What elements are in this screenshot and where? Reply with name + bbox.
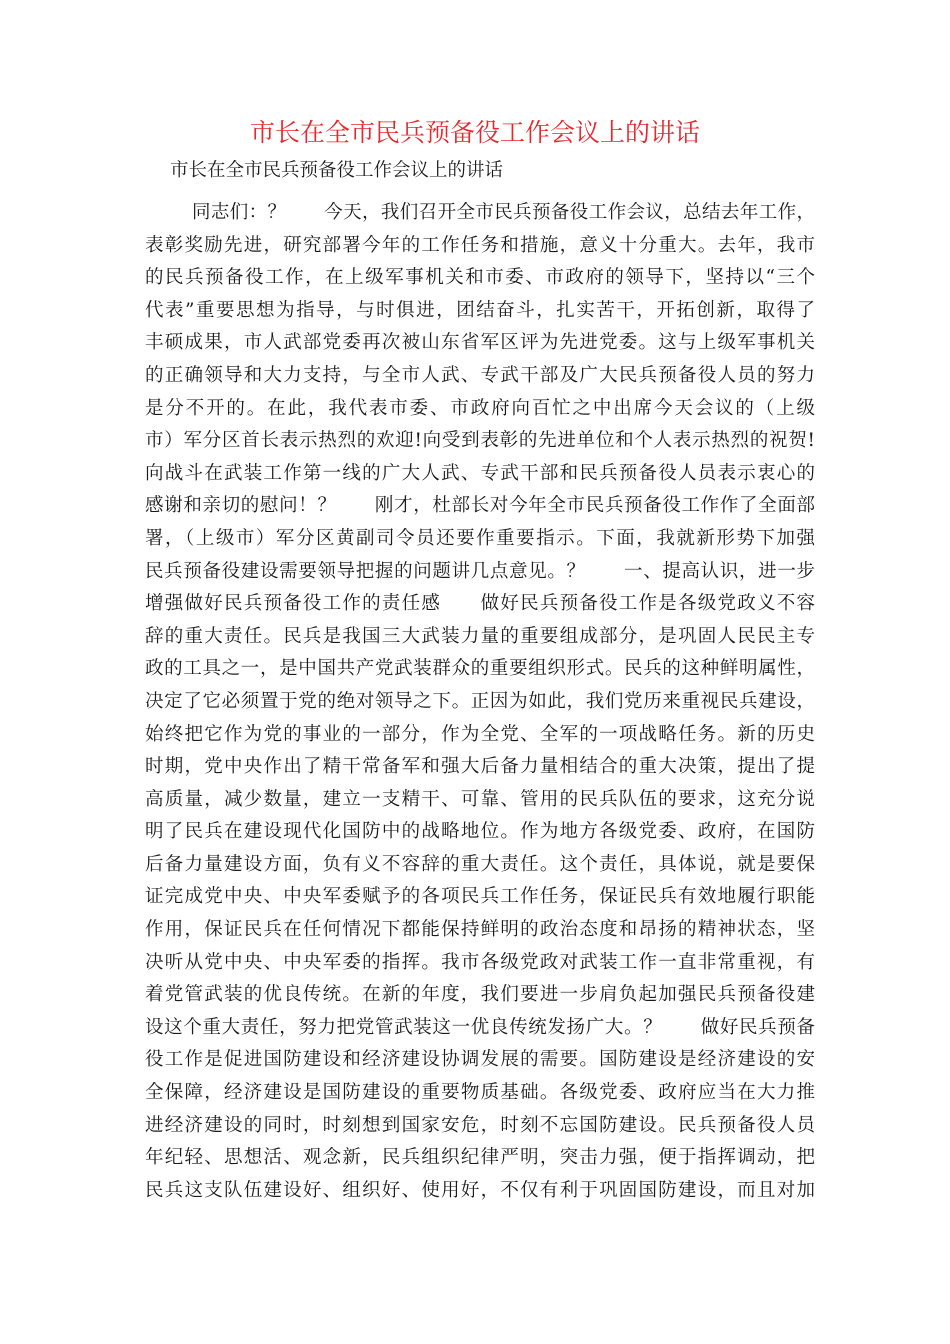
body-line: 署，（上级市）军分区黄副司令员还要作重要指示。下面，我就新形势下加强 xyxy=(145,527,815,549)
body-line: 市）军分区首长表示热烈的欢迎!向受到表彰的先进单位和个人表示热烈的祝贺! xyxy=(145,430,815,452)
body-line: 同志们：？ 今天，我们召开全市民兵预备役工作会议，总结去年工作， xyxy=(192,202,815,223)
body-line: 增强做好民兵预备役工作的责任感 做好民兵预备役工作是各级党政义不容 xyxy=(145,593,815,615)
document-subtitle: 市长在全市民兵预备役工作会议上的讲话 xyxy=(170,160,504,181)
document-body xyxy=(145,197,815,1207)
body-line: 全保障，经济建设是国防建设的重要物质基础。各级党委、政府应当在大力推 xyxy=(145,1082,815,1104)
body-line: 后备力量建设方面，负有义不容辞的重大责任。这个责任，具体说，就是要保 xyxy=(145,853,815,875)
body-line: 向战斗在武装工作第一线的广大人武、专武干部和民兵预备役人员表示衷心的 xyxy=(145,462,815,484)
body-line: 是分不开的。在此，我代表市委、市政府向百忙之中出席今天会议的（上级 xyxy=(145,397,815,419)
document-title: 市长在全市民兵预备役工作会议上的讲话 xyxy=(249,118,700,147)
body-line: 政的工具之一，是中国共产党武装群众的重要组织形式。民兵的这种鲜明属性， xyxy=(145,658,815,680)
body-line: 设这个重大责任，努力把党管武装这一优良传统发扬广大。？ 做好民兵预备 xyxy=(145,1016,815,1038)
body-line: 表彰奖励先进，研究部署今年的工作任务和措施，意义十分重大。去年，我市 xyxy=(145,234,815,256)
body-line: 辞的重大责任。民兵是我国三大武装力量的重要组成部分，是巩固人民民主专 xyxy=(145,625,815,647)
body-line: 始终把它作为党的事业的一部分，作为全党、全军的一项战略任务。新的历史 xyxy=(145,723,815,745)
body-line: 决定了它必须置于党的绝对领导之下。正因为如此，我们党历来重视民兵建设， xyxy=(145,690,815,712)
body-line: 决听从党中央、中央军委的指挥。我市各级党政对武装工作一直非常重视，有 xyxy=(145,951,815,973)
body-line: 感谢和亲切的慰问！？ 刚才，杜部长对今年全市民兵预备役工作作了全面部 xyxy=(145,495,815,517)
body-line: 明了民兵在建设现代化国防中的战略地位。作为地方各级党委、政府，在国防 xyxy=(145,821,815,843)
body-line: 的正确领导和大力支持，与全市人武、专武干部及广大民兵预备役人员的努力 xyxy=(145,364,815,386)
body-line: 进经济建设的同时，时刻想到国家安危，时刻不忘国防建设。民兵预备役人员 xyxy=(145,1114,815,1136)
body-line: 民兵预备役建设需要领导把握的问题讲几点意见。？ 一、提高认识，进一步 xyxy=(145,560,815,582)
body-line: 役工作是促进国防建设和经济建设协调发展的需要。国防建设是经济建设的安 xyxy=(145,1049,815,1071)
body-line: 民兵这支队伍建设好、组织好、使用好，不仅有利于巩固国防建设，而且对加 xyxy=(145,1179,815,1201)
body-line: 着党管武装的优良传统。在新的年度，我们要进一步肩负起加强民兵预备役建 xyxy=(145,984,815,1006)
body-line: 高质量，减少数量，建立一支精干、可靠、管用的民兵队伍的要求，这充分说 xyxy=(145,788,815,810)
body-line: 年纪轻、思想活、观念新，民兵组织纪律严明，突击力强，便于指挥调动，把 xyxy=(145,1147,815,1169)
body-line: 证完成党中央、中央军委赋予的各项民兵工作任务，保证民兵有效地履行职能 xyxy=(145,886,815,908)
body-line: 作用，保证民兵在任何情况下都能保持鲜明的政治态度和昂扬的精神状态，坚 xyxy=(145,919,815,941)
body-line: 的民兵预备役工作，在上级军事机关和市委、市政府的领导下，坚持以“三个 xyxy=(145,267,815,289)
body-line: 时期，党中央作出了精干常备军和强大后备力量相结合的重大决策，提出了提 xyxy=(145,756,815,778)
body-line: 丰硕成果，市人武部党委再次被山东省军区评为先进党委。这与上级军事机关 xyxy=(145,332,815,354)
body-line: 代表”重要思想为指导，与时俱进，团结奋斗，扎实苦干，开拓创新，取得了 xyxy=(145,299,815,321)
